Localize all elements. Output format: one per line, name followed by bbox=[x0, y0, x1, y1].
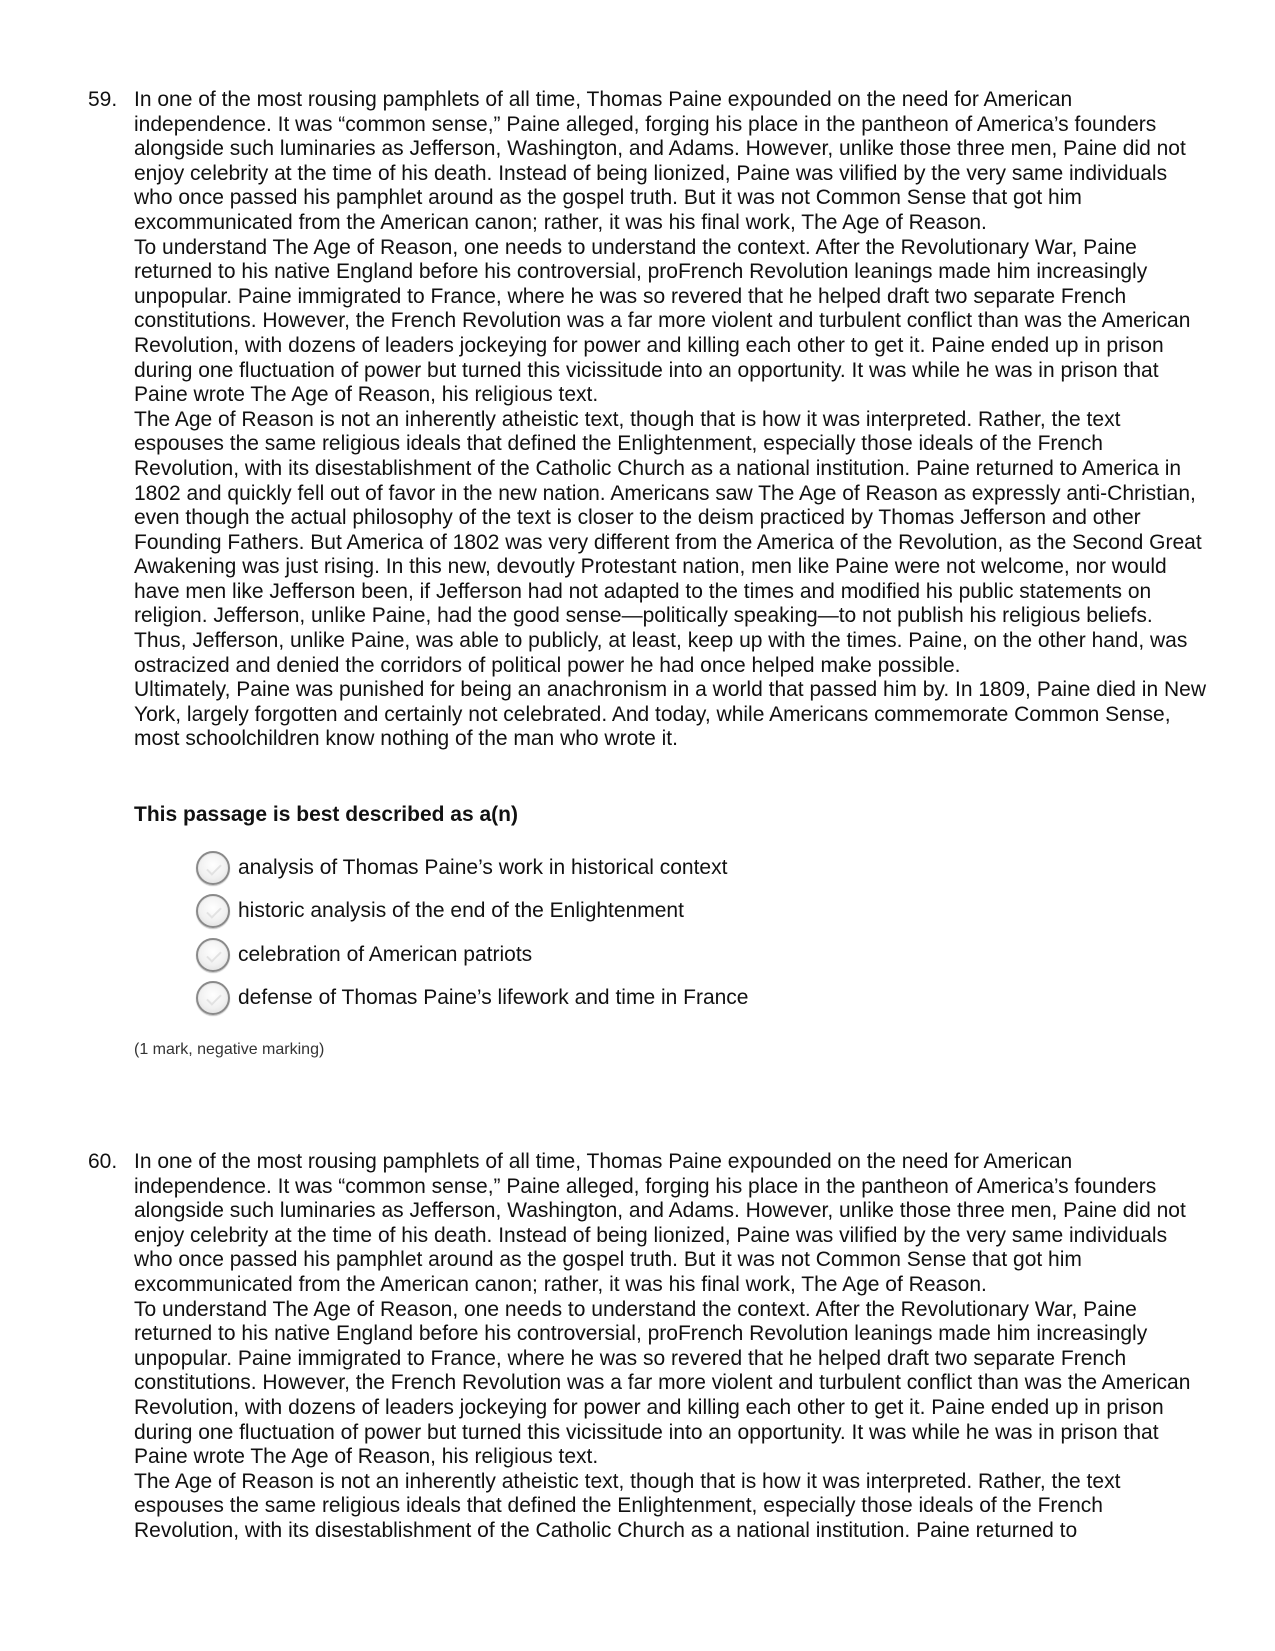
question-body bbox=[134, 88, 1208, 1060]
passage-paragraph: Ultimately, Paine was punished for being an anachronism in a world that passed him by. In 1809, Paine died in New York, largely forgotten and certainly not celebrated. And today, while Americans commemorate Common Sense, most schoolchildren know nothing of the man who wrote it. bbox=[134, 678, 1206, 751]
passage-paragraph: To understand The Age of Reason, one needs to understand the context. After the Revolutionary War, Paine returned to his native England before his controversial, proFrench Revolution leanings made him increasingly unpopular. Paine immigrated to France, where he was so revered that he helped draft two separate French constitutions. However, the French Revolution was a far more violent and turbulent conflict than was the American Revolution, with dozens of leaders jockeying for power and killing each other to get it. Paine ended up in prison during one fluctuation of power but turned this vicissitude into an opportunity. It was while he was in prison that Paine wrote The Age of Reason, his religious text. bbox=[134, 235, 1191, 407]
passage-paragraph: The Age of Reason is not an inherently atheistic text, though that is how it was interpreted. Rather, the text espouses the same religious ideals that defined the Enlightenment, especially those ideals of the French Revolution, with its disestablishment of the Catholic Church as a national institution. Paine returned to America in 1802 and quickly fell out of favor in the new nation. Americans saw The Age of Reason as expressly anti-Christian, even though the actual philosophy of the text is closer to the deism practiced by Thomas Jefferson and other Founding Fathers. But America of 1802 was very different from the America of the Revolution, as the Second Great Awakening was just rising. In this new, devoutly Protestant nation, men like Paine were not welcome, nor would have men like Jefferson been, if Jefferson had not adapted to the times and modified his public statements on religion. Jefferson, unlike Paine, had the good sense—politically speaking—to not publish his religious beliefs. Thus, Jefferson, unlike Paine, was able to publicly, at least, keep up with the times. Paine, on the other hand, was ostracized and denied the corridors of political power he had once helped make possible. bbox=[134, 407, 1202, 677]
answer-option[interactable] bbox=[196, 846, 1208, 890]
option-label: analysis of Thomas Paine’s work in historical context bbox=[238, 855, 728, 879]
radio-button-icon[interactable] bbox=[196, 938, 230, 972]
answer-option[interactable] bbox=[196, 933, 1208, 977]
passage-paragraph: The Age of Reason is not an inherently atheistic text, though that is how it was interpreted. Rather, the text espouses the same religious ideals that defined the Enlightenment, especially those ideals of the French Revolution, with its disestablishment of the Catholic Church as a national institution. Paine returned to bbox=[134, 1469, 1121, 1542]
option-label: defense of Thomas Paine’s lifework and time in France bbox=[238, 986, 749, 1010]
question-60 bbox=[88, 1150, 1208, 1544]
option-label: historic analysis of the end of the Enlightenment bbox=[238, 899, 684, 923]
question-number: 60. bbox=[88, 1150, 118, 1173]
passage-paragraph: In one of the most rousing pamphlets of all time, Thomas Paine expounded on the need for American independence. It was “common sense,” Paine alleged, forging his place in the pantheon of America’s founders alongside such luminaries as Jefferson, Washington, and Adams. However, unlike those three men, Paine did not enjoy celebrity at the time of his death. Instead of being lionized, Paine was vilified by the very same individuals who once passed his pamphlet around as the gospel truth. But it was not Common Sense that got him excommunicated from the American canon; rather, it was his final work, The Age of Reason. bbox=[134, 88, 1186, 234]
question-number: 59. bbox=[88, 88, 118, 111]
question-59 bbox=[88, 88, 1208, 1060]
answer-option[interactable] bbox=[196, 890, 1208, 934]
passage bbox=[134, 88, 1208, 752]
passage-paragraph: In one of the most rousing pamphlets of all time, Thomas Paine expounded on the need for American independence. It was “common sense,” Paine alleged, forging his place in the pantheon of America’s founders alongside such luminaries as Jefferson, Washington, and Adams. However, unlike those three men, Paine did not enjoy celebrity at the time of his death. Instead of being lionized, Paine was vilified by the very same individuals who once passed his pamphlet around as the gospel truth. But it was not Common Sense that got him excommunicated from the American canon; rather, it was his final work, The Age of Reason. bbox=[134, 1150, 1186, 1296]
answer-options bbox=[196, 846, 1208, 1020]
radio-button-icon[interactable] bbox=[196, 851, 230, 885]
question-prompt: This passage is best described as a(n) bbox=[134, 803, 518, 827]
option-label: celebration of American patriots bbox=[238, 942, 533, 966]
radio-button-icon[interactable] bbox=[196, 981, 230, 1015]
passage bbox=[134, 1150, 1208, 1544]
passage-paragraph: To understand The Age of Reason, one needs to understand the context. After the Revolutionary War, Paine returned to his native England before his controversial, proFrench Revolution leanings made him increasingly unpopular. Paine immigrated to France, where he was so revered that he helped draft two separate French constitutions. However, the French Revolution was a far more violent and turbulent conflict than was the American Revolution, with dozens of leaders jockeying for power and killing each other to get it. Paine ended up in prison during one fluctuation of power but turned this vicissitude into an opportunity. It was while he was in prison that Paine wrote The Age of Reason, his religious text. bbox=[134, 1297, 1191, 1469]
question-body bbox=[134, 1150, 1208, 1544]
marks-note: (1 mark, negative marking) bbox=[134, 1041, 325, 1059]
radio-button-icon[interactable] bbox=[196, 894, 230, 928]
answer-option[interactable] bbox=[196, 977, 1208, 1021]
